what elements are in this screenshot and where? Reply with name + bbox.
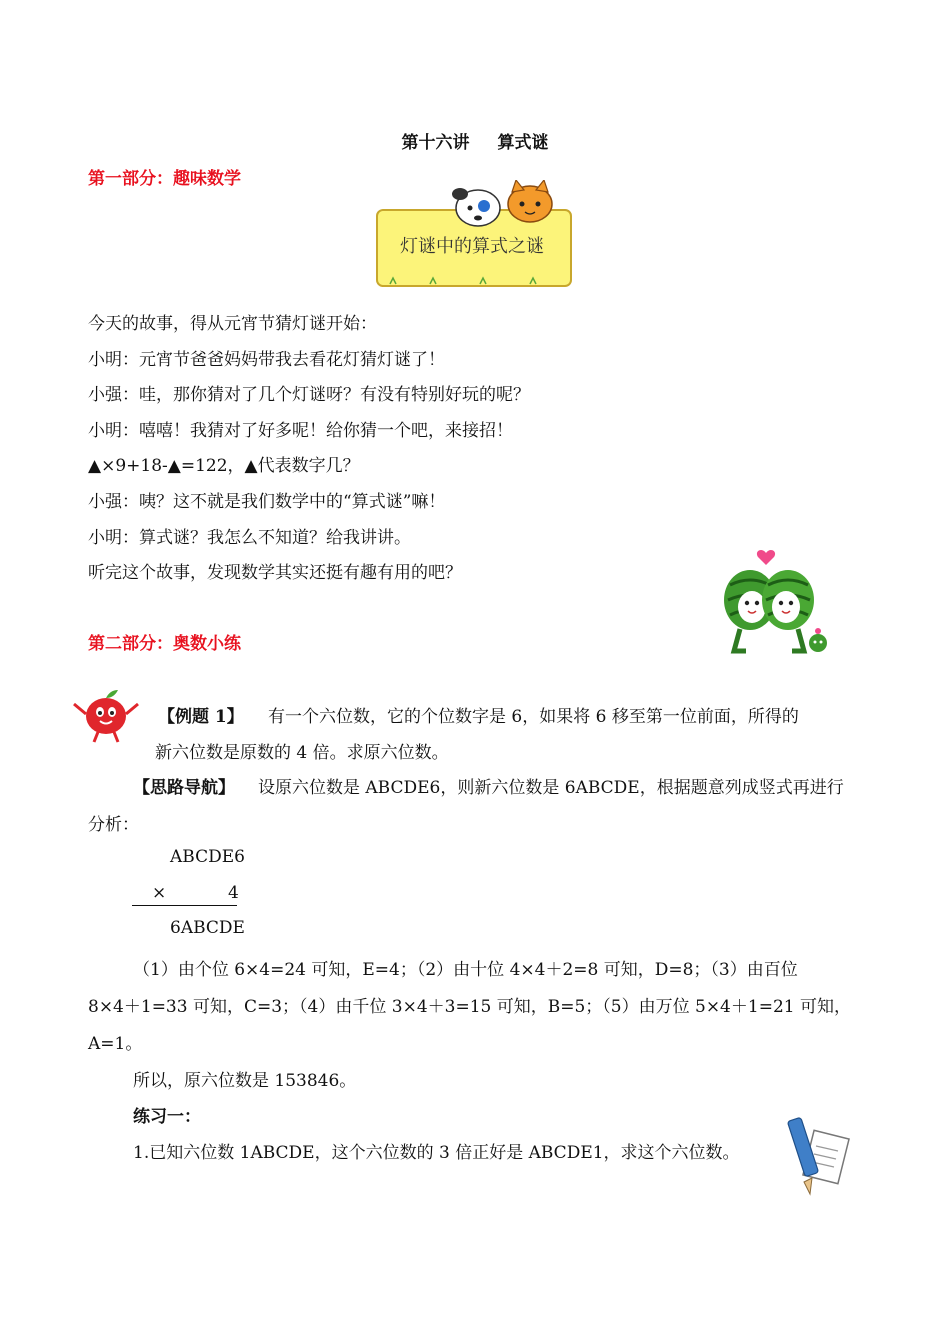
part1-heading: 第一部分：趣味数学 <box>88 169 241 189</box>
lecture-number: 第十六讲 <box>401 133 470 153</box>
story-line: 小明：嘻嘻！我猜对了好多呢！给你猜一个吧，来接招！ <box>88 421 513 441</box>
practice-question: 1.已知六位数 1ABCDE，这个六位数的 3 倍正好是 ABCDE1，求这个六位数。 <box>133 1143 740 1163</box>
story-line: 今天的故事，得从元宵节猜灯谜开始： <box>88 314 377 334</box>
example-text: 新六位数是原数的 4 倍。求原六位数。 <box>155 743 449 763</box>
hint-text: 设原六位数是 ABCDE6，则新六位数是 6ABCDE，根据题意列成竖式再进行 <box>258 778 844 798</box>
lecture-topic: 算式谜 <box>497 133 549 153</box>
multiplier-value: 4 <box>228 883 239 903</box>
vertical-multiplier-row <box>132 883 237 906</box>
story-line: 听完这个故事，发现数学其实还挺有趣有用的吧？ <box>88 563 462 583</box>
story-line: ▲×9+18-▲=122，▲代表数字几？ <box>88 456 360 476</box>
example-text: 有一个六位数，它的个位数字是 6，如果将 6 移至第一位前面，所得的 <box>268 707 799 727</box>
vertical-top-number: ABCDE6 <box>170 847 245 867</box>
hint-text: 分析： <box>88 815 139 835</box>
solution-step: A=1。 <box>88 1034 143 1054</box>
cat-icon <box>508 180 552 222</box>
part2-heading: 第二部分：奥数小练 <box>88 634 241 654</box>
story-line: 小明：元宵节爸爸妈妈带我去看花灯猜灯谜了！ <box>88 350 445 370</box>
solution-step: （1）由个位 6×4=24 可知，E=4；（2）由十位 4×4＋2=8 可知，D=8；（3）由百位 <box>133 960 798 980</box>
hint-label: 【思路导航】 <box>133 778 235 798</box>
solution-step: 8×4＋1=33 可知，C=3；（4）由千位 3×4＋3=15 可知，B=5；（5）由万位 5×4＋1=21 可知， <box>88 997 851 1017</box>
apple-mascot-icon <box>68 688 144 744</box>
story-line: 小明：算式谜？我怎么不知道？给我讲讲。 <box>88 528 411 548</box>
practice-heading: 练习一： <box>133 1107 201 1127</box>
multiply-sign: × <box>152 883 167 903</box>
story-line: 小强：哇，那你猜对了几个灯谜呀？有没有特别好玩的呢？ <box>88 385 530 405</box>
page-title <box>0 128 950 153</box>
sign-text: 灯谜中的算式之谜 <box>400 236 544 257</box>
watermelon-characters-icon <box>710 545 840 660</box>
example-label: 【例题 1】 <box>158 707 244 727</box>
story-line: 小强：咦？这不就是我们数学中的“算式谜”嘛！ <box>88 492 446 512</box>
answer-text: 所以，原六位数是 153846。 <box>133 1071 357 1091</box>
pencil-paper-icon <box>786 1112 852 1202</box>
vertical-result: 6ABCDE <box>170 918 245 938</box>
